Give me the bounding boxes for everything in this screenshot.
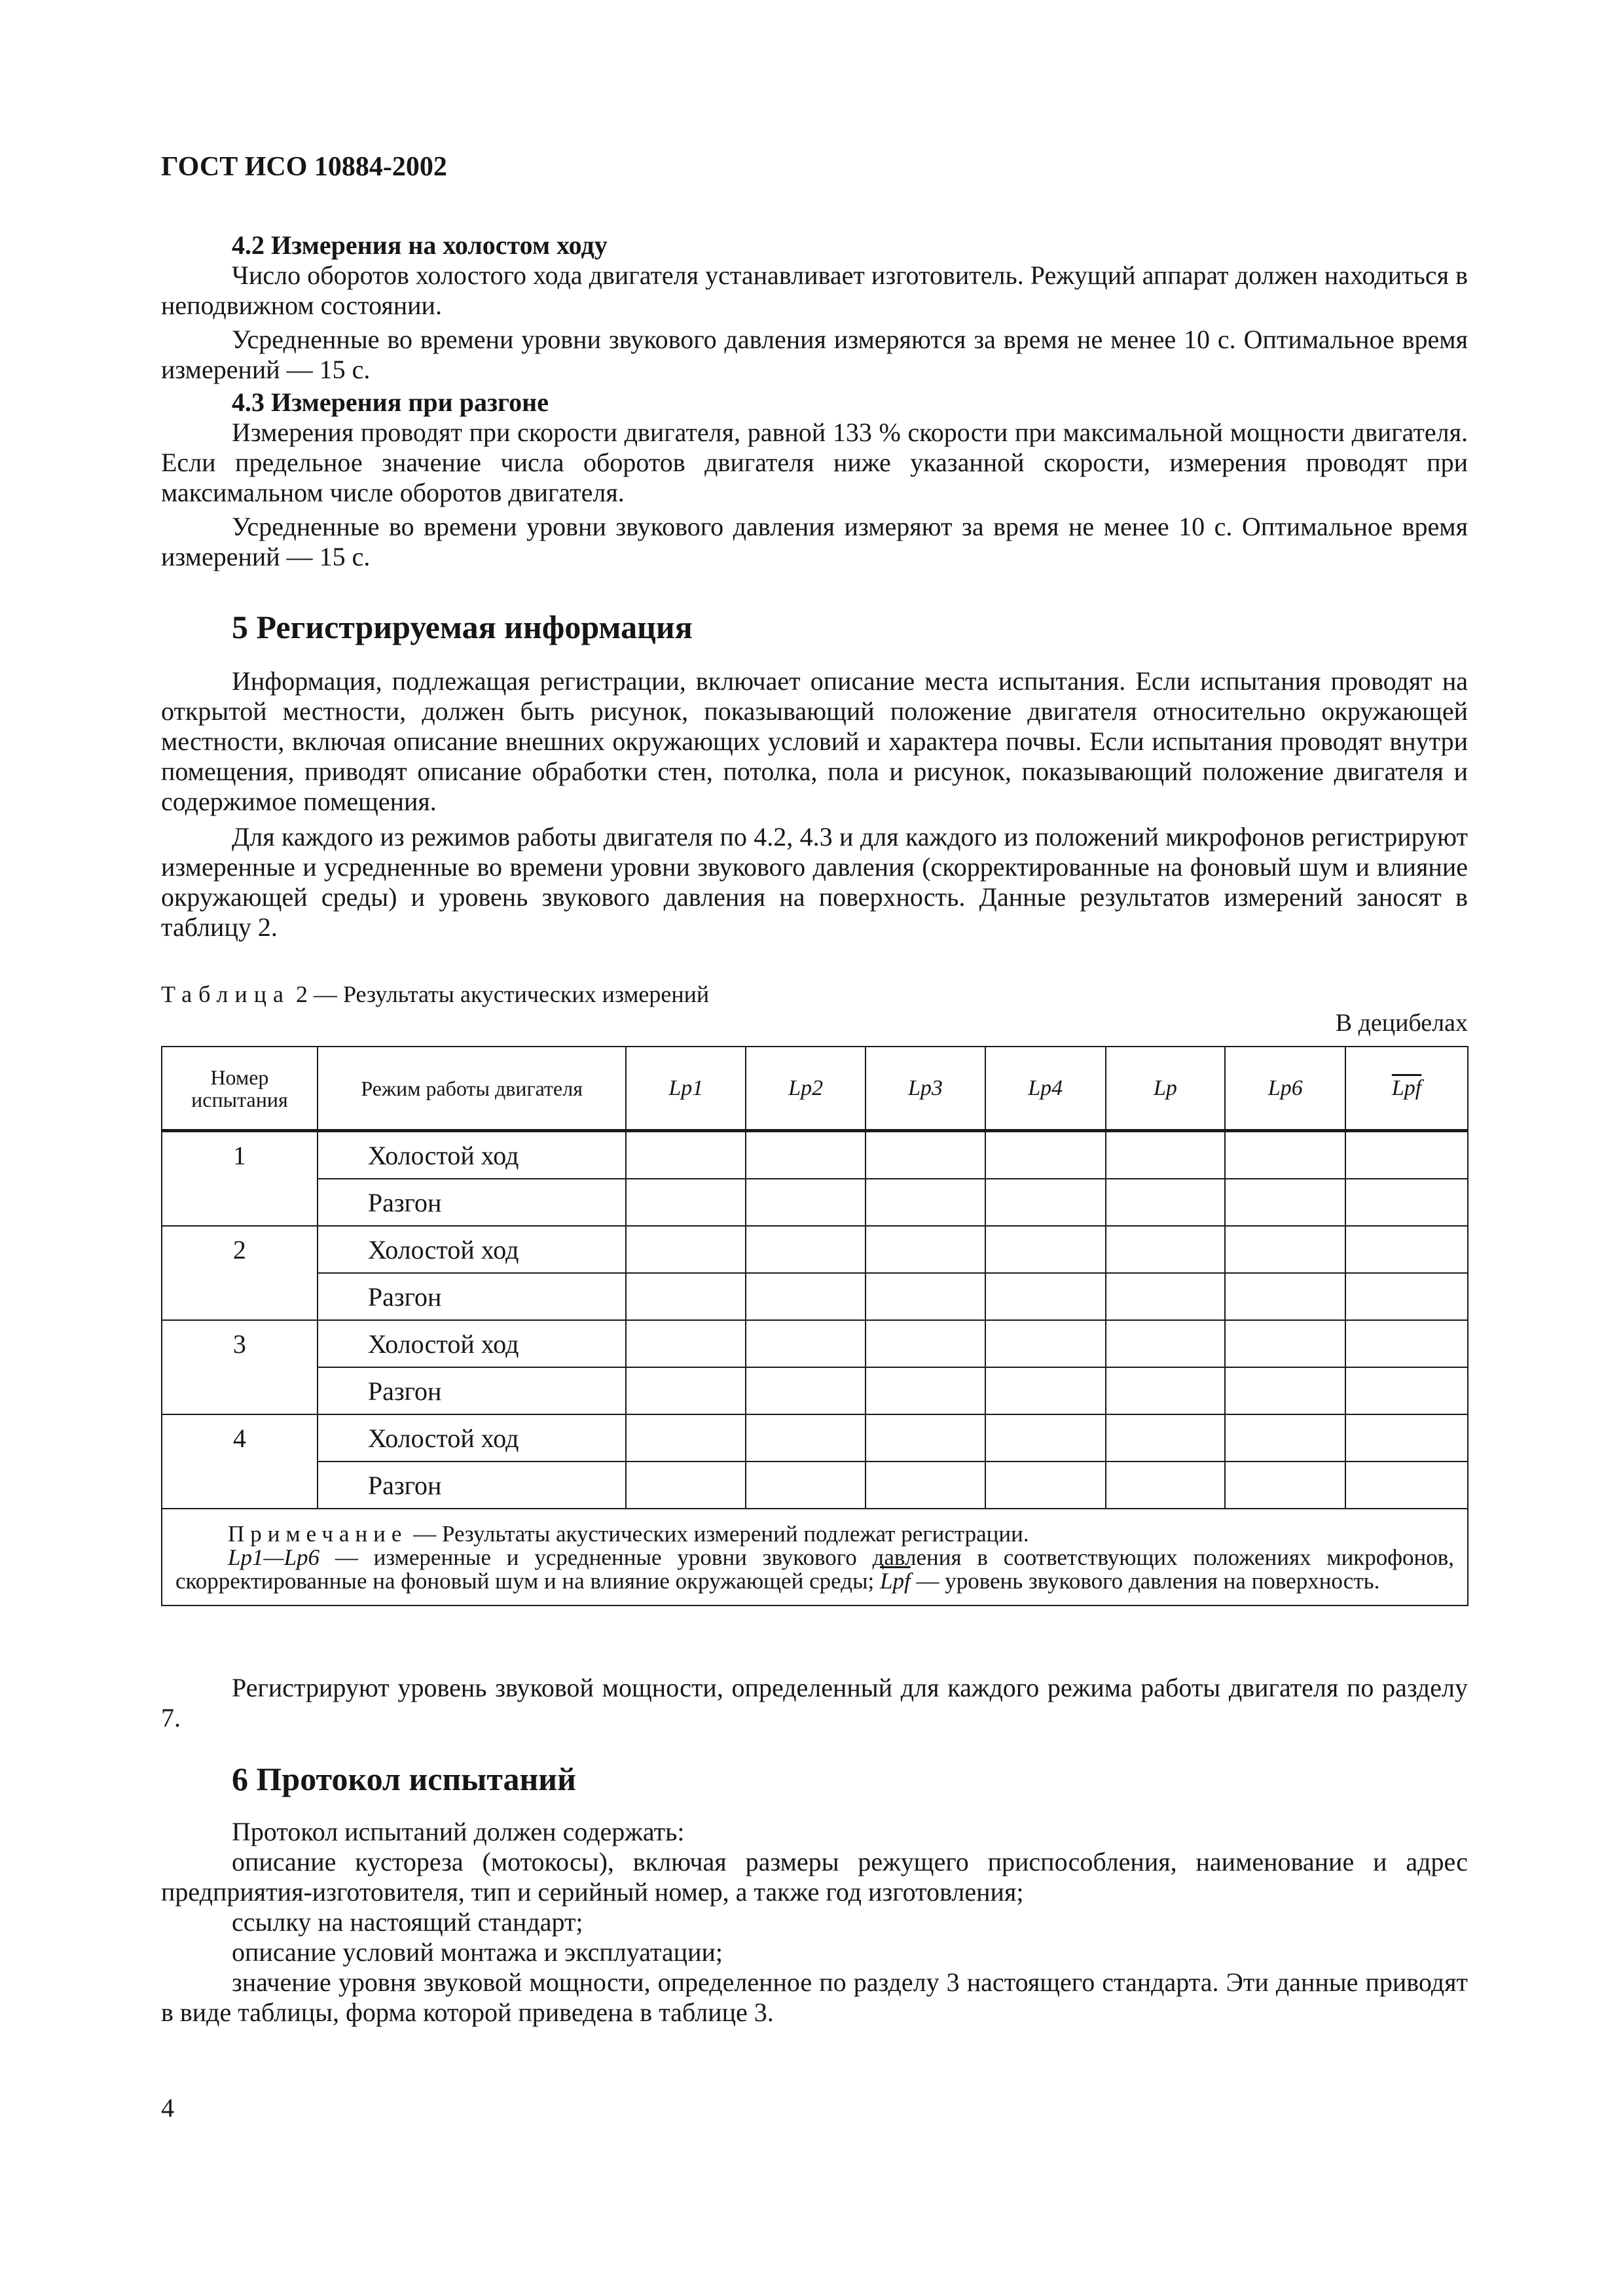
mode-cell: Холостой ход: [318, 1414, 627, 1462]
results-table: [161, 1046, 1468, 1606]
value-cell: [1345, 1179, 1468, 1226]
value-cell: [1106, 1273, 1226, 1320]
mode-cell: Разгон: [318, 1273, 627, 1320]
test-number-cell: 2: [162, 1226, 318, 1320]
value-cell: [1225, 1320, 1345, 1367]
value-cell: [1106, 1131, 1226, 1179]
paragraph: ссылку на настоящий стандарт;: [232, 1907, 583, 1937]
note-text-2: — измеренные и усредненные уровни звукового давления в соответствующих положениях микрофонов, скорректированные на фоновый шум и на влияние окружающей среды;: [175, 1545, 1454, 1594]
table-header-row: [162, 1047, 1468, 1131]
value-cell: [746, 1414, 866, 1462]
paragraph: Информация, подлежащая регистрации, включает описание места испытания. Если испытания проводят на открытой местности, должен быть рисунок, показывающий положение двигателя относительно окружающей местности, включая описание внешних окружающих условий и характера почвы. Если испытания проводят внутри помещения, приводят описание обработки стен, потолка, пола и рисунок, показывающий положение двигателя и содержимое помещения.: [161, 666, 1468, 816]
header-lp6: Lp6: [1225, 1047, 1345, 1131]
value-cell: [985, 1273, 1106, 1320]
subsection-title-4-3: 4.3 Измерения при разгоне: [232, 387, 549, 417]
value-cell: [866, 1320, 985, 1367]
value-cell: [1106, 1226, 1226, 1273]
value-cell: [866, 1179, 985, 1226]
value-cell: [746, 1131, 866, 1179]
note-label: Примечание: [228, 1521, 408, 1547]
value-cell: [626, 1320, 746, 1367]
value-cell: [866, 1462, 985, 1509]
value-cell: [1225, 1367, 1345, 1414]
note-range: Lp1—Lp6: [228, 1545, 320, 1570]
mode-cell: Разгон: [318, 1462, 627, 1509]
table-units: В децибелах: [1335, 1009, 1468, 1037]
paragraph: описание условий монтажа и эксплуатации;: [232, 1937, 723, 1967]
table-caption: [161, 980, 709, 1009]
value-cell: [866, 1414, 985, 1462]
table-row: [162, 1414, 1468, 1462]
paragraph: описание кустореза (мотокосы), включая размеры режущего приспособления, наименование и адрес предприятия-изготовителя, тип и серийный номер, а также год изготовления;: [161, 1847, 1468, 1907]
subsection-title-4-2: 4.2 Измерения на холостом ходу: [232, 230, 608, 260]
value-cell: [1225, 1131, 1345, 1179]
paragraph: Протокол испытаний должен содержать:: [232, 1817, 685, 1846]
value-cell: [1225, 1273, 1345, 1320]
value-cell: [1106, 1367, 1226, 1414]
value-cell: [1225, 1226, 1345, 1273]
test-number-cell: 4: [162, 1414, 318, 1509]
value-cell: [985, 1320, 1106, 1367]
value-cell: [985, 1414, 1106, 1462]
value-cell: [626, 1462, 746, 1509]
value-cell: [626, 1226, 746, 1273]
mode-cell: Разгон: [318, 1179, 627, 1226]
value-cell: [1225, 1179, 1345, 1226]
document-header: ГОСТ ИСО 10884-2002: [161, 152, 447, 182]
note-lpf: $\overline{Lpf}$: [879, 1568, 911, 1594]
header-lp1: Lp1: [626, 1047, 746, 1131]
header-lpf-label: $\overline{Lpf}$: [1391, 1075, 1422, 1100]
paragraph: Измерения проводят при скорости двигателя, равной 133 % скорости при максимальной мощности двигателя. Если предельное значение числа оборотов двигателя ниже указанной скорости, измерения проводят при максимальном числе оборотов двигателя.: [161, 418, 1468, 507]
table-row: [162, 1131, 1468, 1179]
note-line-1: [175, 1522, 1454, 1546]
page-number: 4: [161, 2093, 174, 2123]
value-cell: [1345, 1414, 1468, 1462]
table-caption-text: 2 — Результаты акустических измерений: [295, 981, 710, 1007]
value-cell: [1225, 1462, 1345, 1509]
paragraph: Число оборотов холостого хода двигателя устанавливает изготовитель. Режущий аппарат должен находиться в неподвижном состоянии.: [161, 260, 1468, 320]
table-row: [162, 1179, 1468, 1226]
paragraph: Для каждого из режимов работы двигателя по 4.2, 4.3 и для каждого из положений микрофонов регистрируют измеренные и усредненные во времени уровни звукового давления (скорректированные на фоновый шум и влияние окружающей среды) и уровень звукового давления на поверхность. Данные результатов измерений заносят в таблицу 2.: [161, 822, 1468, 942]
value-cell: [1106, 1414, 1226, 1462]
header-lp4: Lp4: [985, 1047, 1106, 1131]
value-cell: [1345, 1131, 1468, 1179]
value-cell: [985, 1179, 1106, 1226]
value-cell: [746, 1226, 866, 1273]
table-row: [162, 1226, 1468, 1273]
value-cell: [1106, 1320, 1226, 1367]
table-row: [162, 1273, 1468, 1320]
table-row: [162, 1320, 1468, 1367]
paragraph: Регистрируют уровень звуковой мощности, определенный для каждого режима работы двигателя по разделу 7.: [161, 1673, 1468, 1732]
mode-cell: Холостой ход: [318, 1320, 627, 1367]
paragraph: значение уровня звуковой мощности, определенное по разделу 3 настоящего стандарта. Эти данные приводят в виде таблицы, форма которой приведена в таблице 3.: [161, 1967, 1468, 2027]
value-cell: [1345, 1462, 1468, 1509]
section-title-5: 5 Регистрируемая информация: [232, 609, 693, 645]
value-cell: [1345, 1226, 1468, 1273]
table-caption-word: Таблица: [161, 981, 290, 1007]
paragraph: Усредненные во времени уровни звукового давления измеряют за время не менее 10 с. Оптимальное время измерений — 15 с.: [161, 512, 1468, 571]
mode-cell: Холостой ход: [318, 1226, 627, 1273]
mode-cell: Разгон: [318, 1367, 627, 1414]
value-cell: [866, 1226, 985, 1273]
value-cell: [746, 1367, 866, 1414]
value-cell: [626, 1179, 746, 1226]
header-lp2: Lp2: [746, 1047, 866, 1131]
value-cell: [626, 1367, 746, 1414]
paragraph: Усредненные во времени уровни звукового давления измеряются за время не менее 10 с. Оптимальное время измерений — 15 с.: [161, 325, 1468, 384]
value-cell: [746, 1179, 866, 1226]
value-cell: [746, 1462, 866, 1509]
value-cell: [985, 1462, 1106, 1509]
value-cell: [746, 1320, 866, 1367]
value-cell: [1345, 1367, 1468, 1414]
table-note-row: [162, 1509, 1468, 1605]
value-cell: [985, 1226, 1106, 1273]
value-cell: [985, 1367, 1106, 1414]
value-cell: [1106, 1462, 1226, 1509]
value-cell: [866, 1131, 985, 1179]
header-lp3: Lp3: [866, 1047, 985, 1131]
mode-cell: Холостой ход: [318, 1131, 627, 1179]
test-number-cell: 3: [162, 1320, 318, 1414]
header-mode: Режим работы двигателя: [318, 1047, 627, 1131]
value-cell: [866, 1273, 985, 1320]
header-number: Номер испытания: [162, 1047, 318, 1131]
value-cell: [626, 1131, 746, 1179]
value-cell: [746, 1273, 866, 1320]
header-lpf: [1345, 1047, 1468, 1131]
value-cell: [985, 1131, 1106, 1179]
value-cell: [1106, 1179, 1226, 1226]
value-cell: [626, 1414, 746, 1462]
value-cell: [1345, 1320, 1468, 1367]
section-title-6: 6 Протокол испытаний: [232, 1761, 576, 1797]
note-line-2: [175, 1546, 1454, 1593]
table-note: [162, 1509, 1468, 1605]
test-number-cell: 1: [162, 1131, 318, 1227]
table-row: [162, 1367, 1468, 1414]
note-text-1: — Результаты акустических измерений подлежат регистрации.: [413, 1521, 1029, 1547]
value-cell: [1345, 1273, 1468, 1320]
value-cell: [866, 1367, 985, 1414]
header-lp5: Lp: [1106, 1047, 1226, 1131]
table-row: [162, 1462, 1468, 1509]
value-cell: [626, 1273, 746, 1320]
value-cell: [1225, 1414, 1345, 1462]
note-text-3: — уровень звукового давления на поверхность.: [916, 1568, 1380, 1594]
